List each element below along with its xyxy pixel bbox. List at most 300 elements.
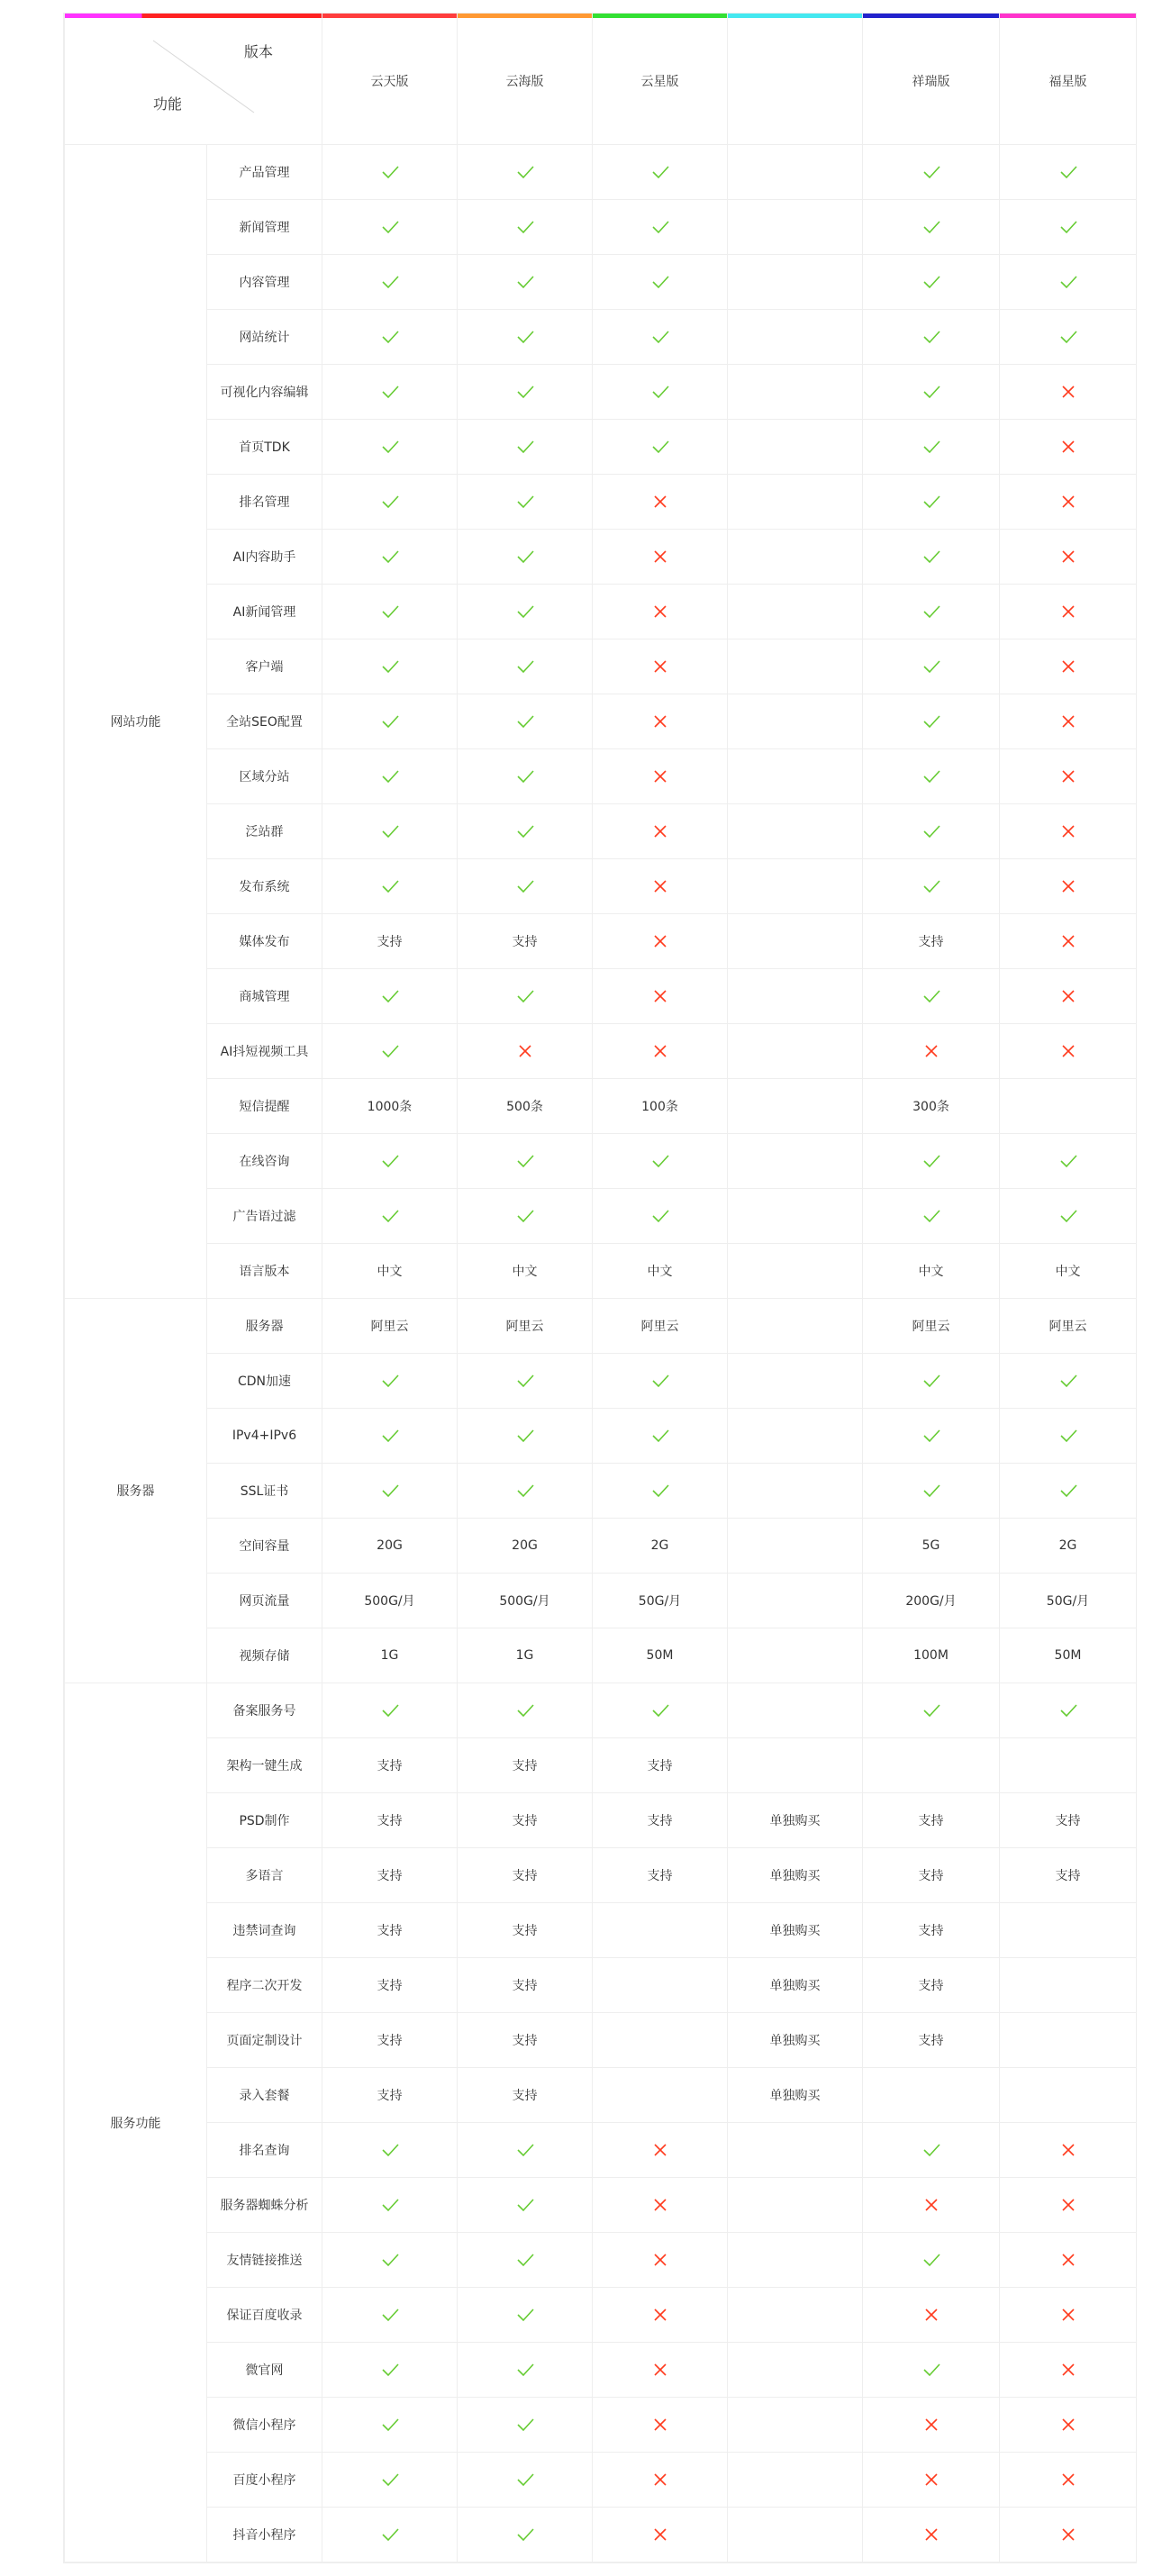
check-icon — [921, 2250, 941, 2270]
value-text: 阿里云 — [640, 1320, 679, 1334]
value-cell — [322, 2178, 458, 2233]
value-cell — [1000, 2508, 1137, 2562]
value-cell — [728, 2398, 863, 2453]
value-cell — [863, 2453, 1000, 2508]
value-cell — [593, 1793, 728, 1848]
value-cell — [458, 2288, 593, 2343]
cross-icon — [650, 2250, 670, 2270]
feature-name-cell — [207, 2398, 322, 2453]
value-text: 200G/月 — [905, 1594, 957, 1609]
value-cell — [1000, 2453, 1137, 2508]
value-cell — [863, 1574, 1000, 1628]
feature-name-cell — [207, 1134, 322, 1189]
value-cell — [593, 1574, 728, 1628]
feature-name: 短信提醒 — [239, 1100, 290, 1114]
cross-icon — [1058, 547, 1078, 567]
table-row — [65, 310, 1137, 365]
check-icon — [921, 766, 941, 786]
check-icon — [380, 437, 400, 457]
check-icon — [515, 1426, 535, 1446]
value-text: 支持 — [377, 935, 403, 949]
check-icon — [1058, 1206, 1078, 1226]
value-cell — [322, 1464, 458, 1519]
cross-icon — [650, 2360, 670, 2380]
value-cell — [1000, 1299, 1137, 1354]
value-cell — [322, 1958, 458, 2013]
feature-name-cell — [207, 1409, 322, 1464]
value-cell — [458, 2508, 593, 2562]
feature-name-cell — [207, 1299, 322, 1354]
cross-icon — [1058, 492, 1078, 512]
feature-name-cell — [207, 310, 322, 365]
version-name: 云海版 — [505, 75, 544, 89]
value-text: 单独购买 — [769, 1869, 821, 1883]
value-cell — [458, 2453, 593, 2508]
value-cell — [593, 2508, 728, 2562]
feature-name: IPv4+IPv6 — [231, 1429, 297, 1443]
check-icon — [921, 217, 941, 237]
check-icon — [380, 602, 400, 621]
value-text: 支持 — [918, 1924, 944, 1938]
table-row — [65, 969, 1137, 1024]
value-cell — [322, 1519, 458, 1574]
cross-icon — [650, 821, 670, 841]
check-icon — [515, 766, 535, 786]
check-icon — [650, 272, 670, 292]
check-icon — [921, 272, 941, 292]
value-cell — [322, 1134, 458, 1189]
version-name: 云天版 — [370, 75, 409, 89]
feature-name-cell — [207, 365, 322, 420]
check-icon — [650, 1371, 670, 1391]
value-text: 单独购买 — [769, 1814, 821, 1828]
cross-icon — [650, 2470, 670, 2490]
value-cell — [1000, 2343, 1137, 2398]
value-text: 支持 — [1055, 1869, 1081, 1883]
check-icon — [380, 162, 400, 182]
cross-icon — [650, 2140, 670, 2160]
value-cell — [728, 749, 863, 804]
value-cell — [863, 145, 1000, 200]
check-icon — [921, 712, 941, 731]
cross-icon — [650, 986, 670, 1006]
check-icon — [650, 1206, 670, 1226]
value-cell — [458, 1024, 593, 1079]
table-row — [65, 1189, 1137, 1244]
value-cell — [593, 804, 728, 859]
feature-name-cell — [207, 1574, 322, 1628]
value-cell — [863, 2068, 1000, 2123]
value-cell — [1000, 1519, 1137, 1574]
check-icon — [921, 876, 941, 896]
value-cell — [1000, 200, 1137, 255]
check-icon — [380, 2195, 400, 2215]
value-cell — [1000, 1574, 1137, 1628]
value-cell — [728, 2288, 863, 2343]
table-row — [65, 1354, 1137, 1409]
header-row — [65, 14, 1137, 145]
table-row — [65, 475, 1137, 530]
feature-name-cell — [207, 2178, 322, 2233]
value-text: 500G/月 — [364, 1594, 415, 1609]
cross-icon — [1058, 657, 1078, 676]
value-cell — [863, 1628, 1000, 1683]
value-cell — [1000, 969, 1137, 1024]
value-cell — [728, 2013, 863, 2068]
cross-icon — [921, 2195, 941, 2215]
value-cell — [728, 1738, 863, 1793]
value-text: 阿里云 — [505, 1320, 544, 1334]
feature-group-label: 服务器 — [116, 1484, 155, 1499]
value-cell — [322, 1793, 458, 1848]
feature-name-cell — [207, 1793, 322, 1848]
check-icon — [921, 1371, 941, 1391]
value-cell — [728, 1244, 863, 1299]
value-cell — [322, 1024, 458, 1079]
value-cell — [1000, 310, 1137, 365]
value-cell — [1000, 1354, 1137, 1409]
value-cell — [1000, 475, 1137, 530]
value-cell — [458, 2343, 593, 2398]
value-cell — [728, 255, 863, 310]
value-cell — [728, 1683, 863, 1738]
value-text: 支持 — [377, 1979, 403, 1993]
value-text: 50G/月 — [638, 1594, 682, 1609]
value-cell — [593, 2288, 728, 2343]
cross-icon — [1058, 2470, 1078, 2490]
value-text: 单独购买 — [769, 2034, 821, 2048]
value-cell — [458, 420, 593, 475]
value-text: 1G — [380, 1648, 399, 1663]
value-cell — [593, 1244, 728, 1299]
version-name: 云星版 — [640, 75, 679, 89]
value-cell — [1000, 530, 1137, 585]
value-cell — [322, 530, 458, 585]
feature-name-cell — [207, 2343, 322, 2398]
value-cell — [322, 200, 458, 255]
value-cell — [458, 1244, 593, 1299]
value-cell — [1000, 1738, 1137, 1793]
value-cell — [863, 694, 1000, 749]
table-row — [65, 2013, 1137, 2068]
check-icon — [921, 1701, 941, 1720]
check-icon — [380, 2305, 400, 2325]
value-text: 支持 — [512, 1759, 538, 1773]
check-icon — [921, 437, 941, 457]
version-header-xiangrui — [863, 14, 1000, 145]
version-color-strip — [322, 14, 457, 18]
value-text: 支持 — [377, 1814, 403, 1828]
value-cell — [458, 1189, 593, 1244]
value-text: 300条 — [912, 1100, 949, 1114]
value-cell — [322, 1848, 458, 1903]
check-icon — [515, 217, 535, 237]
version-color-strip — [1000, 14, 1136, 18]
feature-name: 首页TDK — [239, 440, 290, 455]
value-cell — [593, 1354, 728, 1409]
feature-name-cell — [207, 969, 322, 1024]
value-cell — [593, 1024, 728, 1079]
value-text: 支持 — [512, 1924, 538, 1938]
value-text: 单独购买 — [769, 1924, 821, 1938]
check-icon — [380, 1041, 400, 1061]
cross-icon — [650, 2415, 670, 2435]
value-text: 支持 — [1055, 1814, 1081, 1828]
value-cell — [322, 2233, 458, 2288]
cross-icon — [1058, 1041, 1078, 1061]
feature-name: 媒体发布 — [239, 935, 290, 949]
check-icon — [515, 162, 535, 182]
check-icon — [921, 986, 941, 1006]
table-row — [65, 420, 1137, 475]
value-cell — [863, 2123, 1000, 2178]
feature-name: 服务器蜘蛛分析 — [220, 2199, 309, 2213]
feature-name-cell — [207, 2288, 322, 2343]
value-cell — [1000, 694, 1137, 749]
feature-name: AI抖短视频工具 — [220, 1045, 309, 1059]
feature-name: 网页流量 — [239, 1594, 290, 1609]
value-cell — [593, 2453, 728, 2508]
table-row — [65, 2453, 1137, 2508]
table-row — [65, 1024, 1137, 1079]
value-cell — [863, 1738, 1000, 1793]
check-icon — [650, 1701, 670, 1720]
value-cell — [593, 969, 728, 1024]
value-text: 阿里云 — [1048, 1320, 1087, 1334]
value-cell — [728, 2178, 863, 2233]
value-cell — [863, 365, 1000, 420]
feature-name-cell — [207, 1958, 322, 2013]
table-row — [65, 749, 1137, 804]
feature-name: 页面定制设计 — [226, 2034, 303, 2048]
feature-name: 微信小程序 — [232, 2418, 296, 2433]
check-icon — [515, 821, 535, 841]
value-cell — [863, 859, 1000, 914]
value-cell — [593, 1079, 728, 1134]
check-icon — [515, 492, 535, 512]
value-cell — [458, 1299, 593, 1354]
value-cell — [458, 1848, 593, 1903]
check-icon — [380, 1481, 400, 1501]
table-row — [65, 1574, 1137, 1628]
value-cell — [322, 2013, 458, 2068]
feature-name-cell — [207, 1244, 322, 1299]
value-cell — [593, 310, 728, 365]
value-cell — [728, 2343, 863, 2398]
feature-name: 可视化内容编辑 — [220, 385, 309, 400]
value-cell — [593, 694, 728, 749]
check-icon — [921, 1206, 941, 1226]
value-cell — [1000, 420, 1137, 475]
feature-name: PSD制作 — [239, 1814, 290, 1828]
value-text: 支持 — [377, 1759, 403, 1773]
cross-icon — [1058, 2305, 1078, 2325]
value-cell — [593, 2178, 728, 2233]
value-cell — [863, 1079, 1000, 1134]
value-text: 支持 — [647, 1869, 673, 1883]
table-row — [65, 2288, 1137, 2343]
value-cell — [863, 255, 1000, 310]
value-cell — [728, 859, 863, 914]
value-cell — [458, 530, 593, 585]
check-icon — [380, 1151, 400, 1171]
value-cell — [458, 2068, 593, 2123]
check-icon — [515, 1371, 535, 1391]
feature-name: 视频存储 — [239, 1649, 290, 1664]
value-cell — [322, 1683, 458, 1738]
table-row — [65, 365, 1137, 420]
value-cell — [1000, 585, 1137, 639]
value-cell — [322, 585, 458, 639]
value-text: 500G/月 — [499, 1594, 550, 1609]
value-text: 中文 — [647, 1265, 673, 1279]
value-text: 阿里云 — [370, 1320, 409, 1334]
table-row — [65, 2398, 1137, 2453]
value-cell — [322, 1628, 458, 1683]
value-cell — [728, 585, 863, 639]
check-icon — [380, 217, 400, 237]
feature-name: 录入套餐 — [239, 2089, 290, 2103]
cross-icon — [650, 2525, 670, 2544]
value-text: 500条 — [506, 1100, 543, 1114]
value-text: 5G — [921, 1538, 940, 1553]
check-icon — [921, 382, 941, 402]
value-cell — [863, 1134, 1000, 1189]
table-row — [65, 1519, 1137, 1574]
value-cell — [322, 914, 458, 969]
value-text: 50M — [1054, 1648, 1082, 1663]
value-cell — [322, 255, 458, 310]
cross-icon — [1058, 2195, 1078, 2215]
cross-icon — [1058, 766, 1078, 786]
value-cell — [728, 310, 863, 365]
value-cell — [728, 694, 863, 749]
value-cell — [322, 1354, 458, 1409]
check-icon — [1058, 327, 1078, 347]
feature-name-cell — [207, 585, 322, 639]
value-cell — [863, 1793, 1000, 1848]
check-icon — [515, 272, 535, 292]
value-text: 支持 — [377, 2034, 403, 2048]
value-cell — [1000, 255, 1137, 310]
check-icon — [380, 2140, 400, 2160]
table-row — [65, 1903, 1137, 1958]
value-cell — [593, 2123, 728, 2178]
table-row — [65, 1958, 1137, 2013]
check-icon — [380, 1371, 400, 1391]
check-icon — [1058, 162, 1078, 182]
value-cell — [728, 804, 863, 859]
table-row — [65, 1793, 1137, 1848]
value-cell — [458, 1738, 593, 1793]
check-icon — [380, 657, 400, 676]
value-cell — [728, 2453, 863, 2508]
value-cell — [1000, 1683, 1137, 1738]
corner-label-feature: 功能 — [153, 95, 183, 113]
value-cell — [728, 1299, 863, 1354]
value-cell — [593, 1409, 728, 1464]
table-row — [65, 694, 1137, 749]
feature-name-cell — [207, 420, 322, 475]
value-cell — [728, 2123, 863, 2178]
value-cell — [863, 530, 1000, 585]
check-icon — [921, 2140, 941, 2160]
value-cell — [322, 1079, 458, 1134]
value-text: 支持 — [512, 1979, 538, 1993]
check-icon — [515, 547, 535, 567]
value-cell — [458, 1464, 593, 1519]
cross-icon — [650, 876, 670, 896]
value-cell — [458, 310, 593, 365]
value-cell — [458, 1079, 593, 1134]
check-icon — [650, 217, 670, 237]
feature-name: 备案服务号 — [232, 1704, 296, 1719]
version-header-yuntian — [322, 14, 458, 145]
cross-icon — [1058, 602, 1078, 621]
feature-name: 排名管理 — [239, 495, 290, 510]
value-cell — [458, 1903, 593, 1958]
value-cell — [593, 1189, 728, 1244]
version-header-yunxing — [593, 14, 728, 145]
value-cell — [322, 1409, 458, 1464]
value-cell — [863, 475, 1000, 530]
cross-icon — [1058, 931, 1078, 951]
value-cell — [863, 1958, 1000, 2013]
value-cell — [863, 1409, 1000, 1464]
cross-icon — [1058, 876, 1078, 896]
check-icon — [1058, 1701, 1078, 1720]
feature-name-cell — [207, 1738, 322, 1793]
value-cell — [1000, 1134, 1137, 1189]
table-row — [65, 2068, 1137, 2123]
value-cell — [593, 200, 728, 255]
value-cell — [458, 859, 593, 914]
value-cell — [1000, 1024, 1137, 1079]
cross-icon — [921, 2415, 941, 2435]
feature-name-cell — [207, 2508, 322, 2562]
feature-name: 客户端 — [245, 660, 284, 675]
value-cell — [593, 1299, 728, 1354]
value-cell — [593, 2398, 728, 2453]
check-icon — [515, 2305, 535, 2325]
value-cell — [863, 639, 1000, 694]
check-icon — [515, 2470, 535, 2490]
feature-name-cell — [207, 2233, 322, 2288]
value-cell — [863, 2343, 1000, 2398]
value-cell — [1000, 2068, 1137, 2123]
value-text: 支持 — [512, 935, 538, 949]
value-cell — [593, 2233, 728, 2288]
check-icon — [1058, 1371, 1078, 1391]
value-cell — [728, 1079, 863, 1134]
feature-name-cell — [207, 1628, 322, 1683]
value-cell — [728, 1134, 863, 1189]
value-cell — [458, 1574, 593, 1628]
value-text: 100M — [913, 1648, 949, 1663]
value-cell — [1000, 749, 1137, 804]
check-icon — [921, 492, 941, 512]
value-cell — [458, 1683, 593, 1738]
value-cell — [863, 1354, 1000, 1409]
check-icon — [515, 1206, 535, 1226]
value-cell — [863, 200, 1000, 255]
value-cell — [728, 1628, 863, 1683]
feature-name-cell — [207, 914, 322, 969]
table-row — [65, 200, 1137, 255]
value-cell — [458, 1628, 593, 1683]
feature-name-cell — [207, 1024, 322, 1079]
table-row — [65, 804, 1137, 859]
